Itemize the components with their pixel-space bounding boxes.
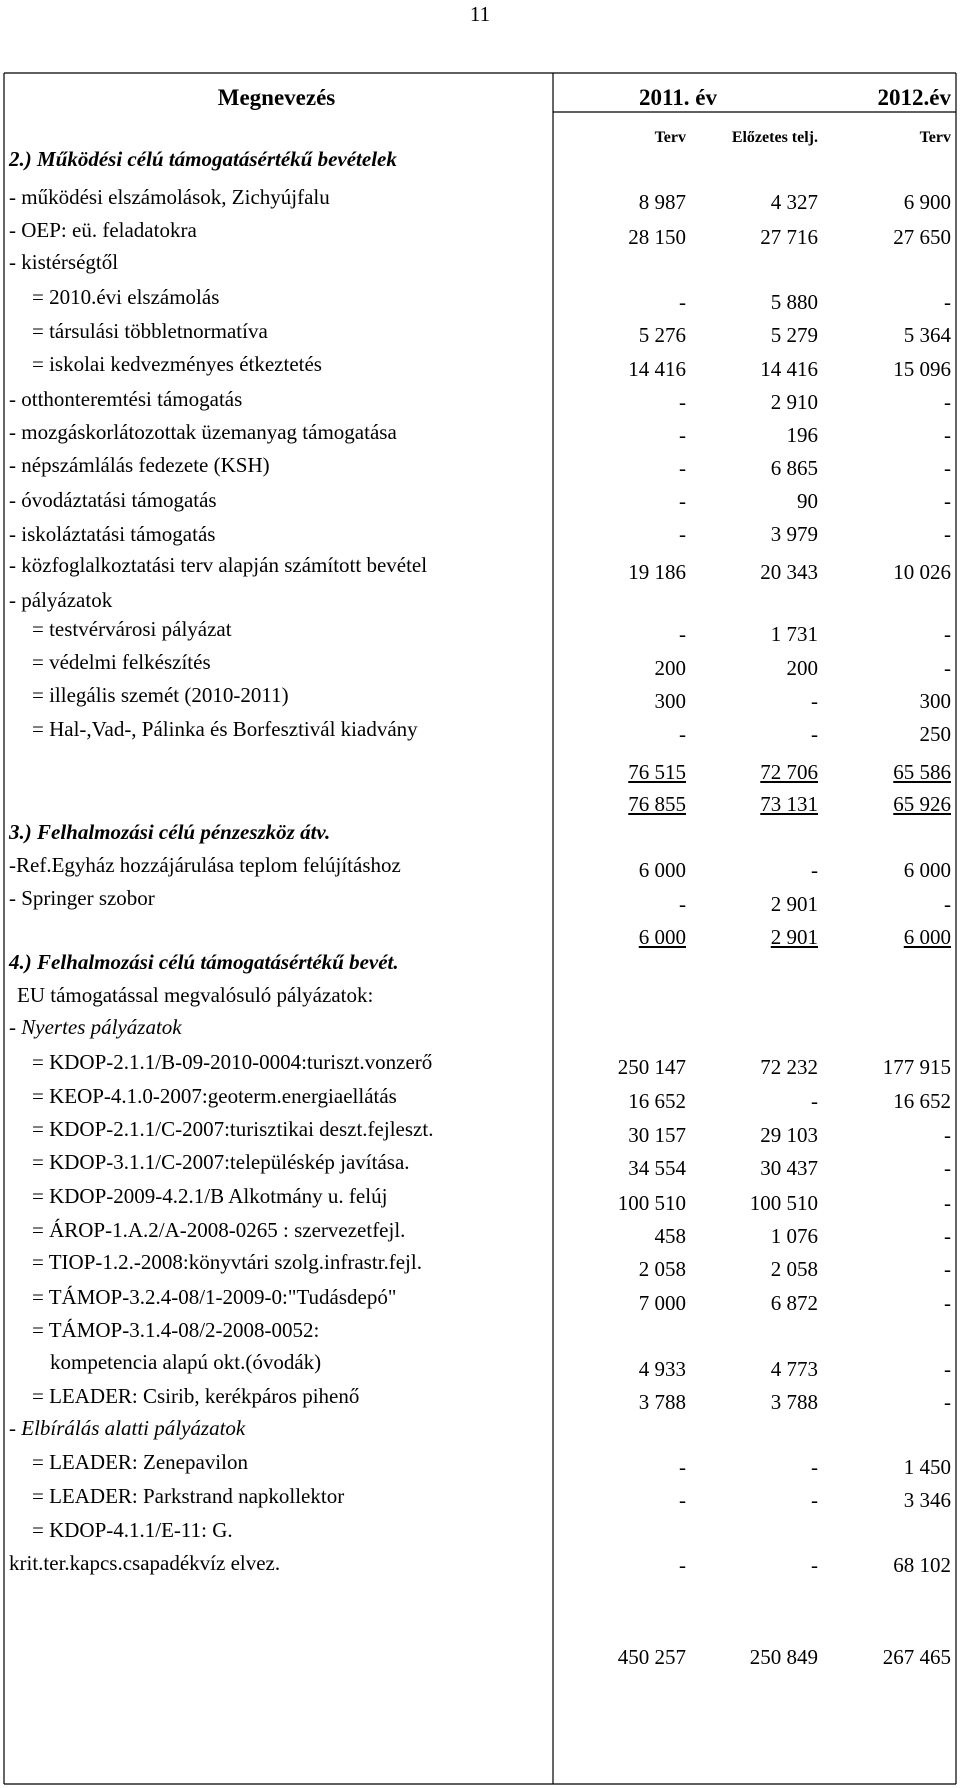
- row-label: = LEADER: Zenepavilon: [32, 1450, 248, 1474]
- value-2011-terv: 28 150: [628, 225, 686, 249]
- value-2011-terv: -: [679, 892, 686, 916]
- value-2011-terv: 8 987: [638, 190, 686, 214]
- value-2011-elozetes: 90: [797, 489, 818, 513]
- row-label: - működési elszámolások, Zichyújfalu: [9, 185, 330, 209]
- value-2011-terv: -: [679, 1553, 686, 1577]
- value-2011-terv: 250 147: [617, 1055, 686, 1079]
- value-2012-terv: 267 465: [882, 1645, 951, 1669]
- value-2012-terv: 6 900: [903, 190, 951, 214]
- row-label: = iskolai kedvezményes étkeztetés: [32, 352, 322, 376]
- value-2011-elozetes: -: [811, 722, 818, 746]
- value-2011-terv: 14 416: [628, 357, 686, 381]
- value-2011-elozetes: 72 232: [760, 1055, 818, 1079]
- value-2011-elozetes: 2 058: [770, 1257, 818, 1281]
- row-label: = KDOP-3.1.1/C-2007:településkép javítása.: [32, 1150, 410, 1174]
- value-2011-terv: -: [679, 522, 686, 546]
- row-label: 3.) Felhalmozási célú pénzeszköz átv.: [9, 820, 331, 844]
- row-label: kompetencia alapú okt.(óvodák): [50, 1350, 322, 1374]
- header-year-2012: 2012.év: [877, 85, 951, 110]
- value-2012-terv: -: [944, 892, 951, 916]
- value-2012-terv: 5 364: [903, 323, 951, 347]
- value-2011-elozetes: 5 880: [770, 290, 818, 314]
- value-2011-elozetes: -: [811, 689, 818, 713]
- row-label: krit.ter.kapcs.csapadékvíz elvez.: [9, 1551, 281, 1575]
- row-label: = TÁMOP-3.1.4-08/2-2008-0052:: [32, 1318, 320, 1342]
- value-2011-elozetes: -: [811, 1089, 818, 1113]
- value-2011-terv: -: [679, 456, 686, 480]
- row-label: = LEADER: Parkstrand napkollektor: [32, 1484, 345, 1508]
- row-label: = KDOP-2.1.1/C-2007:turisztikai deszt.fejleszt.: [32, 1117, 434, 1141]
- value-2011-elozetes: 200: [786, 656, 818, 680]
- value-2011-terv: 6 000: [638, 925, 686, 949]
- value-2011-terv: 458: [654, 1224, 686, 1248]
- value-2011-elozetes: 72 706: [760, 760, 818, 784]
- value-2011-elozetes: 4 773: [770, 1357, 818, 1381]
- value-2012-terv: -: [944, 1291, 951, 1315]
- value-2012-terv: 6 000: [903, 858, 951, 882]
- value-2011-terv: 76 855: [628, 792, 686, 816]
- value-2012-terv: -: [944, 1224, 951, 1248]
- value-2011-elozetes: 100 510: [749, 1191, 818, 1215]
- row-label: EU támogatással megvalósuló pályázatok:: [17, 983, 374, 1007]
- row-label: = KDOP-2.1.1/B-09-2010-0004:turiszt.vonzerő: [32, 1050, 433, 1074]
- row-label: = KEOP-4.1.0-2007:geoterm.energiaellátás: [32, 1084, 397, 1108]
- value-2012-terv: -: [944, 423, 951, 447]
- row-label: = Hal-,Vad-, Pálinka és Borfesztivál kiadvány: [32, 717, 418, 741]
- value-2011-elozetes: -: [811, 1488, 818, 1512]
- value-2011-terv: 19 186: [628, 560, 686, 584]
- header-terv-2012: Terv: [919, 129, 951, 146]
- value-2011-terv: -: [679, 423, 686, 447]
- value-2012-terv: -: [944, 390, 951, 414]
- row-label: - népszámlálás fedezete (KSH): [9, 453, 270, 477]
- row-label: -Ref.Egyház hozzájárulása teplom felújításhoz: [9, 853, 401, 877]
- row-label: 2.) Működési célú támogatásértékű bevételek: [9, 147, 397, 171]
- header-year-2011: 2011. év: [639, 85, 717, 110]
- value-2011-elozetes: 196: [786, 423, 818, 447]
- value-2011-terv: 100 510: [617, 1191, 686, 1215]
- value-2011-elozetes: 1 076: [770, 1224, 818, 1248]
- value-2011-elozetes: 30 437: [760, 1156, 818, 1180]
- value-2011-elozetes: 29 103: [760, 1123, 818, 1147]
- value-2011-elozetes: 27 716: [760, 225, 818, 249]
- header-elozetes-telj: Előzetes telj.: [731, 129, 818, 146]
- value-2011-terv: 3 788: [638, 1390, 686, 1414]
- value-2011-elozetes: 250 849: [749, 1645, 818, 1669]
- value-2012-terv: 177 915: [882, 1055, 951, 1079]
- value-2012-terv: 68 102: [893, 1553, 951, 1577]
- row-label: = TÁMOP-3.2.4-08/1-2009-0:"Tudásdepó": [32, 1285, 397, 1309]
- value-2011-terv: -: [679, 290, 686, 314]
- value-2011-terv: 34 554: [628, 1156, 686, 1180]
- value-2011-terv: 6 000: [638, 858, 686, 882]
- value-2011-elozetes: -: [811, 1455, 818, 1479]
- row-label: = védelmi felkészítés: [32, 650, 211, 674]
- row-label: - mozgáskorlátozottak üzemanyag támogatása: [9, 420, 397, 444]
- row-label: - közfoglalkoztatási terv alapján számított bevétel: [9, 553, 428, 577]
- value-2012-terv: 250: [919, 722, 951, 746]
- row-label: - óvodáztatási támogatás: [9, 488, 217, 512]
- value-2011-elozetes: 2 901: [770, 925, 818, 949]
- value-2011-terv: 2 058: [638, 1257, 686, 1281]
- value-2012-terv: 10 026: [893, 560, 951, 584]
- value-2012-terv: 16 652: [893, 1089, 951, 1113]
- value-2011-elozetes: 73 131: [760, 792, 818, 816]
- row-label: - iskoláztatási támogatás: [9, 522, 216, 546]
- value-2011-elozetes: 3 979: [770, 522, 818, 546]
- page-number: 11: [469, 2, 491, 26]
- value-2011-elozetes: 3 788: [770, 1390, 818, 1414]
- value-2012-terv: 27 650: [893, 225, 951, 249]
- row-label: = ÁROP-1.A.2/A-2008-0265 : szervezetfejl.: [32, 1218, 406, 1242]
- value-2011-terv: 4 933: [638, 1357, 686, 1381]
- value-2012-terv: 6 000: [903, 925, 951, 949]
- value-2011-elozetes: -: [811, 1553, 818, 1577]
- value-2011-terv: 300: [654, 689, 686, 713]
- value-2011-terv: 200: [654, 656, 686, 680]
- value-2012-terv: -: [944, 290, 951, 314]
- value-2012-terv: 300: [919, 689, 951, 713]
- row-label: - pályázatok: [9, 588, 113, 612]
- row-label: 4.) Felhalmozási célú támogatásértékű bevét.: [9, 950, 399, 974]
- value-2011-terv: 450 257: [617, 1645, 686, 1669]
- row-label: - OEP: eü. feladatokra: [9, 218, 197, 242]
- value-2012-terv: -: [944, 1357, 951, 1381]
- value-2012-terv: -: [944, 1390, 951, 1414]
- value-2012-terv: -: [944, 1191, 951, 1215]
- row-label: = LEADER: Csirib, kerékpáros pihenő: [32, 1384, 360, 1408]
- row-label: - Nyertes pályázatok: [9, 1015, 182, 1039]
- value-2012-terv: -: [944, 456, 951, 480]
- row-label: = TIOP-1.2.-2008:könyvtári szolg.infrastr.fejl.: [32, 1250, 422, 1274]
- value-2011-elozetes: 1 731: [770, 622, 818, 646]
- value-2011-elozetes: 6 865: [770, 456, 818, 480]
- row-label: = KDOP-4.1.1/E-11: G.: [32, 1518, 233, 1542]
- value-2012-terv: -: [944, 622, 951, 646]
- header-name: Megnevezés: [217, 85, 336, 110]
- row-label: = 2010.évi elszámolás: [32, 285, 220, 309]
- header-terv-2011: Terv: [654, 129, 686, 146]
- row-label: - Elbírálás alatti pályázatok: [9, 1416, 246, 1440]
- value-2011-elozetes: 2 910: [770, 390, 818, 414]
- value-2012-terv: -: [944, 1257, 951, 1281]
- value-2012-terv: -: [944, 489, 951, 513]
- row-label: = illegális szemét (2010-2011): [32, 683, 289, 707]
- value-2012-terv: 1 450: [903, 1455, 951, 1479]
- row-label: = testvérvárosi pályázat: [32, 617, 232, 641]
- row-label: = KDOP-2009-4.2.1/B Alkotmány u. felúj: [32, 1184, 388, 1208]
- value-2011-terv: 76 515: [628, 760, 686, 784]
- row-label: = társulási többletnormatíva: [32, 319, 268, 343]
- value-2011-terv: 30 157: [628, 1123, 686, 1147]
- value-2011-terv: -: [679, 722, 686, 746]
- value-2011-terv: -: [679, 1488, 686, 1512]
- value-2011-terv: 16 652: [628, 1089, 686, 1113]
- value-2012-terv: -: [944, 1156, 951, 1180]
- value-2011-elozetes: 14 416: [760, 357, 818, 381]
- value-2011-elozetes: 5 279: [770, 323, 818, 347]
- value-2011-elozetes: 2 901: [770, 892, 818, 916]
- row-label: - otthonteremtési támogatás: [9, 387, 243, 411]
- value-2011-terv: -: [679, 622, 686, 646]
- value-2011-terv: 5 276: [638, 323, 686, 347]
- row-label: - Springer szobor: [9, 886, 155, 910]
- value-2011-elozetes: 4 327: [770, 190, 818, 214]
- value-2011-elozetes: 6 872: [770, 1291, 818, 1315]
- value-2012-terv: 65 926: [893, 792, 951, 816]
- value-2012-terv: 65 586: [893, 760, 951, 784]
- value-2012-terv: -: [944, 522, 951, 546]
- value-2011-terv: -: [679, 390, 686, 414]
- value-2012-terv: -: [944, 656, 951, 680]
- value-2011-elozetes: -: [811, 858, 818, 882]
- value-2012-terv: -: [944, 1123, 951, 1147]
- row-label: - kistérségtől: [9, 250, 119, 274]
- value-2011-terv: -: [679, 1455, 686, 1479]
- value-2011-terv: 7 000: [638, 1291, 686, 1315]
- value-2011-elozetes: 20 343: [760, 560, 818, 584]
- value-2012-terv: 3 346: [903, 1488, 951, 1512]
- value-2012-terv: 15 096: [893, 357, 951, 381]
- value-2011-terv: -: [679, 489, 686, 513]
